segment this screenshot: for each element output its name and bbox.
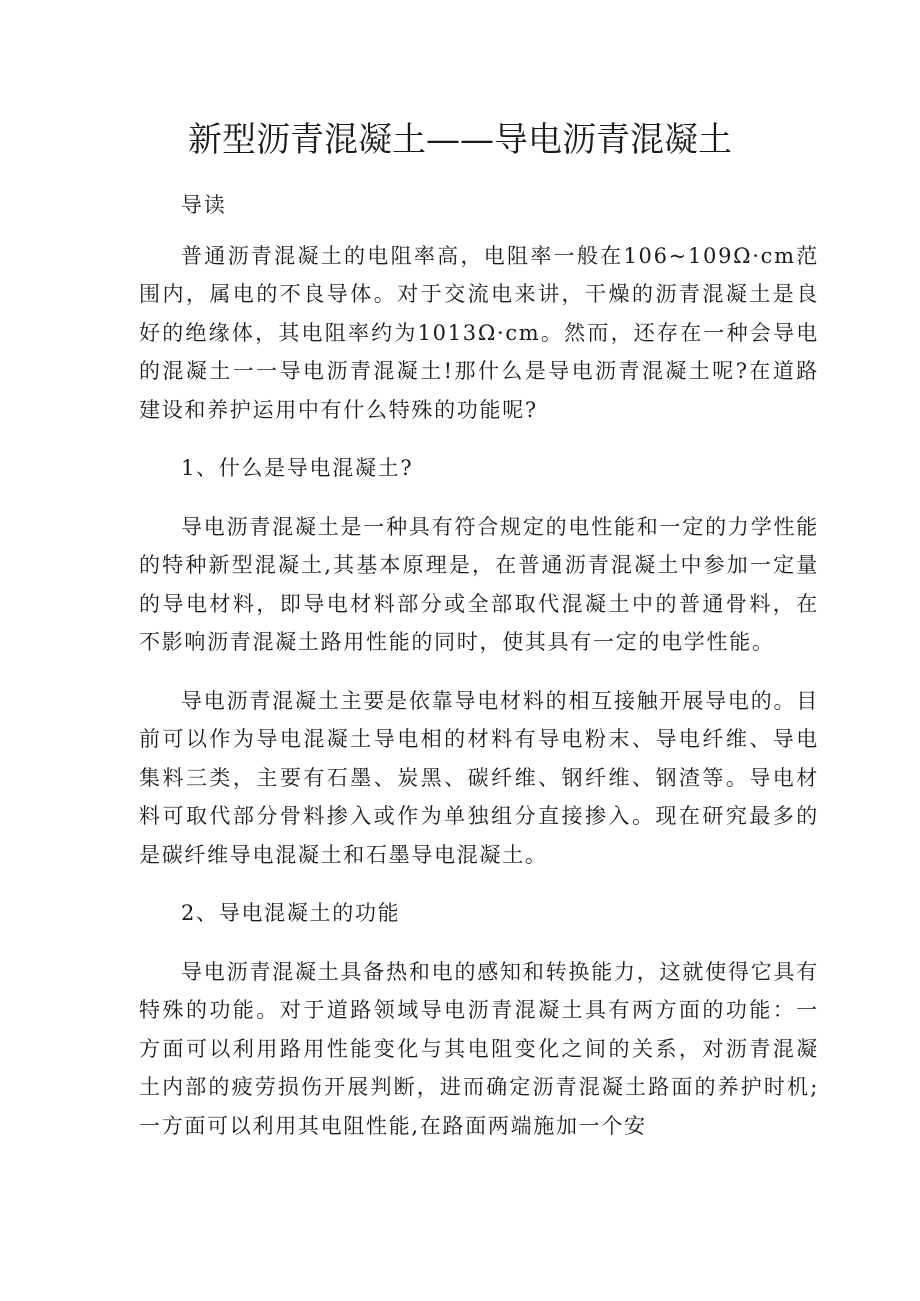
section-2-paragraph-1: 导电沥青混凝土具备热和电的感知和转换能力，这就使得它具有特殊的功能。对于道路领域导电沥青混凝土具有两方面的功能：一方面可以利用路用性能变化与其电阻变化之间的关系，对沥青混凝土内部的疲劳损伤开展判断，进而确定沥青混凝土路面的养护时机;一方面可以利用其电阻性能,在路面两端施加一个安 (139, 959, 819, 1138)
document-title: 新型沥青混凝土——导电沥青混凝土 (188, 120, 732, 160)
section-1-paragraph-2: 导电沥青混凝土主要是依靠导电材料的相互接触开展导电的。目前可以作为导电混凝土导电相的材料有导电粉末、导电纤维、导电集料三类，主要有石墨、炭黑、碳纤维、钢纤维、钢渣等。导电材料可取代部分骨料掺入或作为单独组分直接掺入。现在研究最多的是碳纤维导电混凝土和石墨导电混凝土。 (139, 688, 819, 867)
section-1-paragraph-1: 导电沥青混凝土是一种具有符合规定的电性能和一定的力学性能的特种新型混凝土,其基本原理是，在普通沥青混凝土中参加一定量的导电材料，即导电材料部分或全部取代混凝土中的普通骨料，在不影响沥青混凝土路用性能的同时，使其具有一定的电学性能。 (139, 514, 819, 654)
section-2-heading: 2、导电混凝土的功能 (181, 901, 401, 925)
document-body (139, 186, 819, 1145)
section-1-heading: 1、什么是导电混凝土? (181, 456, 414, 480)
lead-heading: 导读 (181, 193, 227, 217)
intro-paragraph: 普通沥青混凝土的电阻率高，电阻率一般在106~109Ω·cm范围内，属电的不良导体。对于交流电来讲，干燥的沥青混凝土是良好的绝缘体，其电阻率约为1013Ω·cm。然而，还存在一种会导电的混凝土一一导电沥青混凝土!那什么是导电沥青混凝土呢?在道路建设和养护运用中有什么特殊的功能呢? (139, 243, 819, 422)
